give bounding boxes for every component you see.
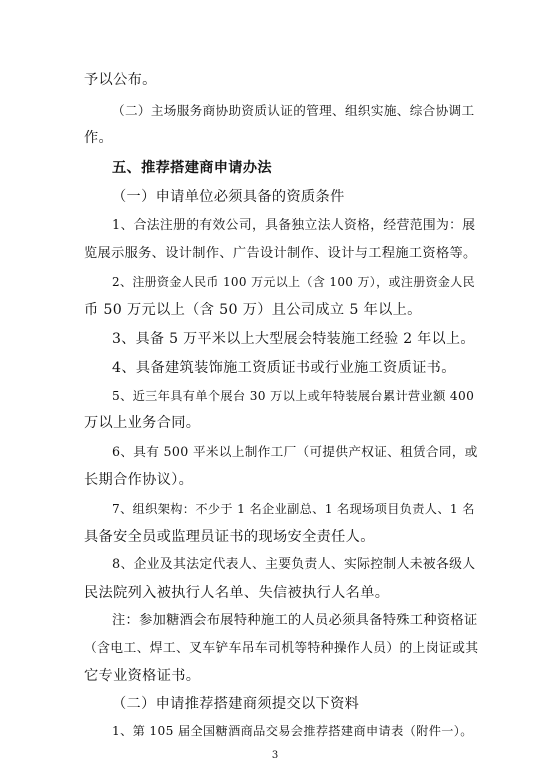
text-line: 长期合作协议）。	[84, 472, 194, 488]
text-line: 万以上业务合同。	[84, 415, 201, 431]
section-heading: 五、推荐搭建商申请办法	[112, 160, 272, 176]
text-line: 予以公布。	[84, 72, 157, 88]
page-number: 3	[271, 750, 279, 761]
text-line: 民法院列入被执行人名单、失信被执行人名单。	[84, 585, 390, 601]
text-line: 4、具备建筑装饰施工资质证书或行业施工资质证书。	[112, 360, 456, 376]
text-line: 5、近三年具有单个展台 30 万以上或年特装展台累计营业额 400	[112, 389, 475, 403]
text-line: （二）主场服务商协助资质认证的管理、组织实施、综合协调工	[112, 103, 475, 118]
note-line: （含电工、焊工、叉车铲车吊车司机等特种操作人员）的上岗证或其	[84, 641, 479, 656]
text-line: 币 50 万元以上（含 50 万）且公司成立 5 年以上。	[84, 302, 422, 318]
text-line: 3、具备 5 万平米以上大型展会特装施工经验 2 年以上。	[112, 331, 475, 347]
text-line: 8、企业及其法定代表人、主要负责人、实际控制人未被各级人	[112, 557, 476, 572]
text-line: 6、具有 500 平米以上制作工厂（可提供产权证、租赁合同，或	[112, 444, 478, 459]
note-line: 注：参加糖酒会布展特种施工的人员必须具备特殊工种资格证	[112, 613, 478, 628]
text-line: 1、第 105 届全国糖酒商品交易会推荐搭建商申请表（附件一）。	[112, 724, 473, 738]
text-line: 1、合法注册的有效公司，具备独立法人资格，经营范围为：展	[112, 218, 476, 233]
subsection-heading: （二）申请推荐搭建商须提交以下资料	[112, 696, 360, 712]
subsection-heading: （一）申请单位必须具备的资质条件	[112, 189, 345, 205]
text-line: 作。	[84, 130, 114, 146]
text-line: 览展示服务、设计制作、广告设计制作、设计与工程施工资格等。	[84, 246, 477, 261]
note-line: 它专业资格证书。	[84, 668, 201, 684]
text-line: 具备安全员或监理员证书的现场安全责任人。	[84, 529, 375, 545]
text-line: 7、组织架构：不少于 1 名企业副总、1 名现场项目负责人、1 名	[112, 502, 475, 516]
text-line: 2、注册资金人民币 100 万元以上（含 100 万），或注册资金人民	[112, 275, 475, 289]
